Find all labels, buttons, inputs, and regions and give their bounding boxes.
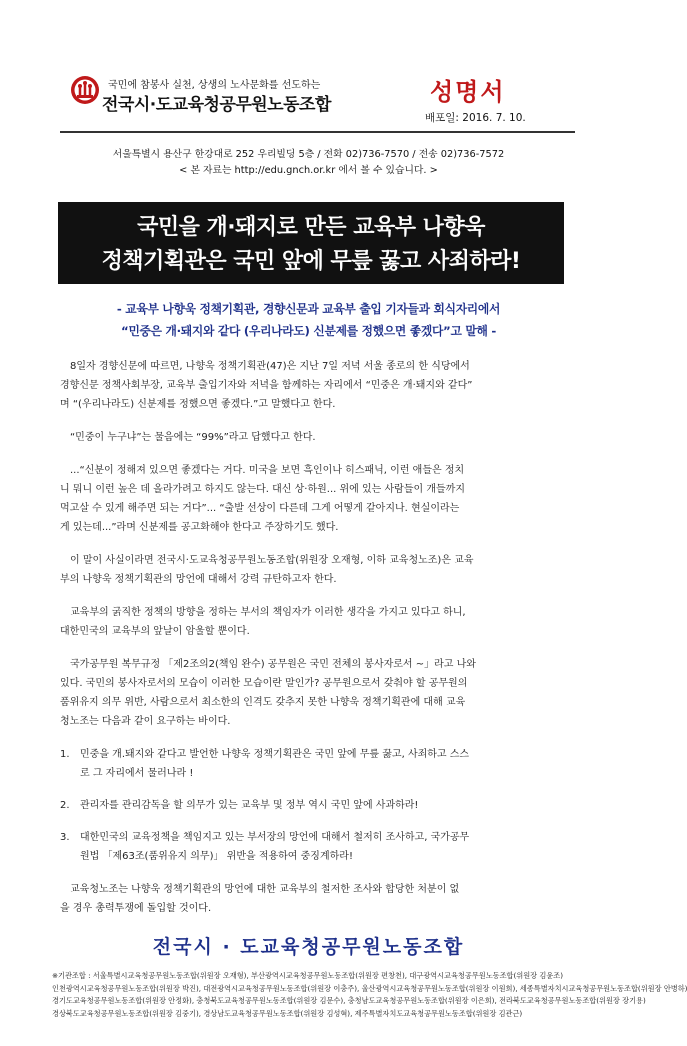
demand-item-1 xyxy=(60,745,560,783)
headline-line-2: 정책기획관은 국민 앞에 무릎 꿇고 사죄하라! xyxy=(101,249,521,274)
branch-unions-list xyxy=(52,970,687,1020)
text-line: 먹고살 수 있게 해주면 되는 거다”... “출발 선상이 다른데 그게 어떻게 같아지나. 현실이라는 xyxy=(60,503,460,514)
text-line: 품위유지 의무 위반, 사람으로서 최소한의 인격도 갖추지 못한 나향욱 정책기획관에 대해 교육 xyxy=(60,697,466,708)
text-line: “민중이 누구냐”는 물음에는 “99%”라고 답했다고 한다. xyxy=(70,432,316,443)
paragraph-3 xyxy=(60,461,560,537)
demand-item-3 xyxy=(60,828,560,866)
text-line: 로 그 자리에서 물러나라 ! xyxy=(80,768,194,779)
text-line: 원법 「제63조(품위유지 의무)」 위반을 적용하여 중징계하라! xyxy=(80,851,353,862)
union-emblem-icon xyxy=(70,75,100,105)
branch-line: 인천광역시교육청공무원노동조합(위원장 박진), 대전광역시교육청공무원노동조합(위원장 이충주), 울산광역시교육청공무원노동조합(위원장 이원희), 세종특별자치시교육청공무원노동조합(위원장 안병하) xyxy=(52,983,687,993)
statement-body xyxy=(60,357,560,932)
demand-item-2 xyxy=(60,796,560,815)
text-line: 국가공무원 복무규정 「제2조의2(책임 완수) 공무원은 국민 전체의 봉사자로서 ~」라고 나와 xyxy=(70,659,476,670)
demand-number: 2. xyxy=(60,800,70,811)
subtitle-line-2: “민중은 개·돼지와 같다 (우리나라도) 신분제를 정했으면 좋겠다”고 말해 - xyxy=(120,324,496,338)
statement-label: 성명서 xyxy=(430,78,506,106)
headline-line-1: 국민을 개·돼지로 만든 교육부 나향욱 xyxy=(137,215,485,240)
text-line: 관리자를 관리감독을 할 의무가 있는 교육부 및 정부 역시 국민 앞에 사과하라! xyxy=(80,800,419,811)
text-line: 8일자 경향신문에 따르면, 나향욱 정책기획관(47)은 지난 7일 저녁 서울 종로의 한 식당에서 xyxy=(70,361,470,372)
text-line: 교육부의 굵직한 정책의 방향을 정하는 부서의 책임자가 이러한 생각을 가지고 있다고 하니, xyxy=(70,607,466,618)
text-line: 대한민국의 교육부의 앞날이 암울할 뿐이다. xyxy=(60,626,250,637)
text-line: 있다. 국민의 봉사자로서의 모습이 이러한 모습이란 말인가? 공무원으로서 갖춰야 할 공무원의 xyxy=(60,678,468,689)
text-line: 을 경우 총력투쟁에 돌입할 것이다. xyxy=(60,903,212,914)
text-line: 민중을 개.돼지와 같다고 발언한 나향욱 정책기획관은 국민 앞에 무릎 꿇고, 사죄하고 스스 xyxy=(80,749,470,760)
text-line: 대한민국의 교육정책을 책임지고 있는 부서장의 망언에 대해서 철저히 조사하고, 국가공무 xyxy=(80,832,470,843)
paragraph-5 xyxy=(60,603,560,641)
text-line: 청노조는 다음과 같이 요구하는 바이다. xyxy=(60,716,231,727)
branch-line: 경기도교육청공무원노동조합(위원장 안정화), 충청북도교육청공무원노동조합(위원장 김문수), 충청남도교육청공무원노동조합(위원장 이은희), 전라북도교육청공무원노동조합(위원장 장기용) xyxy=(52,996,646,1005)
text-line: 경향신문 정책사회부장, 교육부 출입기자와 저녁을 함께하는 자리에서 “민중은 개·돼지와 같다” xyxy=(60,380,473,391)
subtitle-line-1: - 교육부 나향욱 정책기획관, 경향신문과 교육부 출입 기자들과 회식자리에서 xyxy=(116,302,501,316)
text-line: 교육청노조는 나향욱 정책기획관의 망언에 대한 교육부의 철저한 조사와 합당한 처분이 없 xyxy=(70,884,460,895)
text-line: ...“신분이 정해져 있으면 좋겠다는 거다. 미국을 보면 흑인이나 히스패닉, 이런 애들은 정치 xyxy=(70,465,465,476)
header-divider xyxy=(60,131,575,133)
paragraph-4 xyxy=(60,551,560,589)
branch-line: 경상북도교육청공무원노동조합(위원장 김중기), 경상남도교육청공무원노동조합(위원장 김성혁), 제주특별자치도교육청공무원노동조합(위원장 김관근) xyxy=(52,1008,523,1018)
org-tagline: 국민에 참봉사 실천, 상생의 노사문화를 선도하는 xyxy=(108,80,321,91)
paragraph-6 xyxy=(60,655,560,731)
paragraph-1 xyxy=(60,357,560,414)
release-date: 배포일: 2016. 7. 10. xyxy=(425,112,526,124)
org-name: 전국시·도교육청공무원노동조합 xyxy=(102,95,331,115)
demand-number: 3. xyxy=(60,832,70,843)
demand-number: 1. xyxy=(60,749,70,760)
branch-line: ※기관조합 : 서울특별시교육청공무원노동조합(위원장 오재형), 부산광역시교육청공무원노동조합(위원장 편창천), 대구광역시교육청공무원노동조합(위원장 김윤조) xyxy=(52,971,564,980)
paragraph-7 xyxy=(60,880,560,918)
demands-list xyxy=(60,745,560,866)
text-line: 며 “(우리나라도) 신분제를 정했으면 좋겠다.”고 말했다고 한다. xyxy=(60,399,336,410)
paragraph-2 xyxy=(60,428,560,447)
text-line: 니 뭐니 이런 높은 데 올라가려고 하지도 않는다. 대신 상·하원... 위에 있는 사람들이 개들까지 xyxy=(60,484,465,495)
site-note: < 본 자료는 http://edu.gnch.or.kr 에서 볼 수 있습니다. > xyxy=(179,165,438,176)
footer-org-name: 전국시 · 도교육청공무원노동조합 xyxy=(152,936,465,958)
headline-band xyxy=(58,202,564,284)
contact-address: 서울특별시 용산구 한강대로 252 우리빌딩 5층 / 전화 02)736-7570 / 전송 02)736-7572 xyxy=(112,149,505,160)
text-line: 이 말이 사실이라면 전국시·도교육청공무원노동조합(위원장 오재형, 이하 교육청노조)은 교육 xyxy=(70,555,474,566)
letterhead xyxy=(0,0,617,135)
text-line: 부의 나향욱 정책기획관의 망언에 대해서 강력 규탄하고자 한다. xyxy=(60,574,337,585)
text-line: 게 있는데...”라며 신분제를 공고화해야 한다고 주장하기도 했다. xyxy=(60,522,339,533)
